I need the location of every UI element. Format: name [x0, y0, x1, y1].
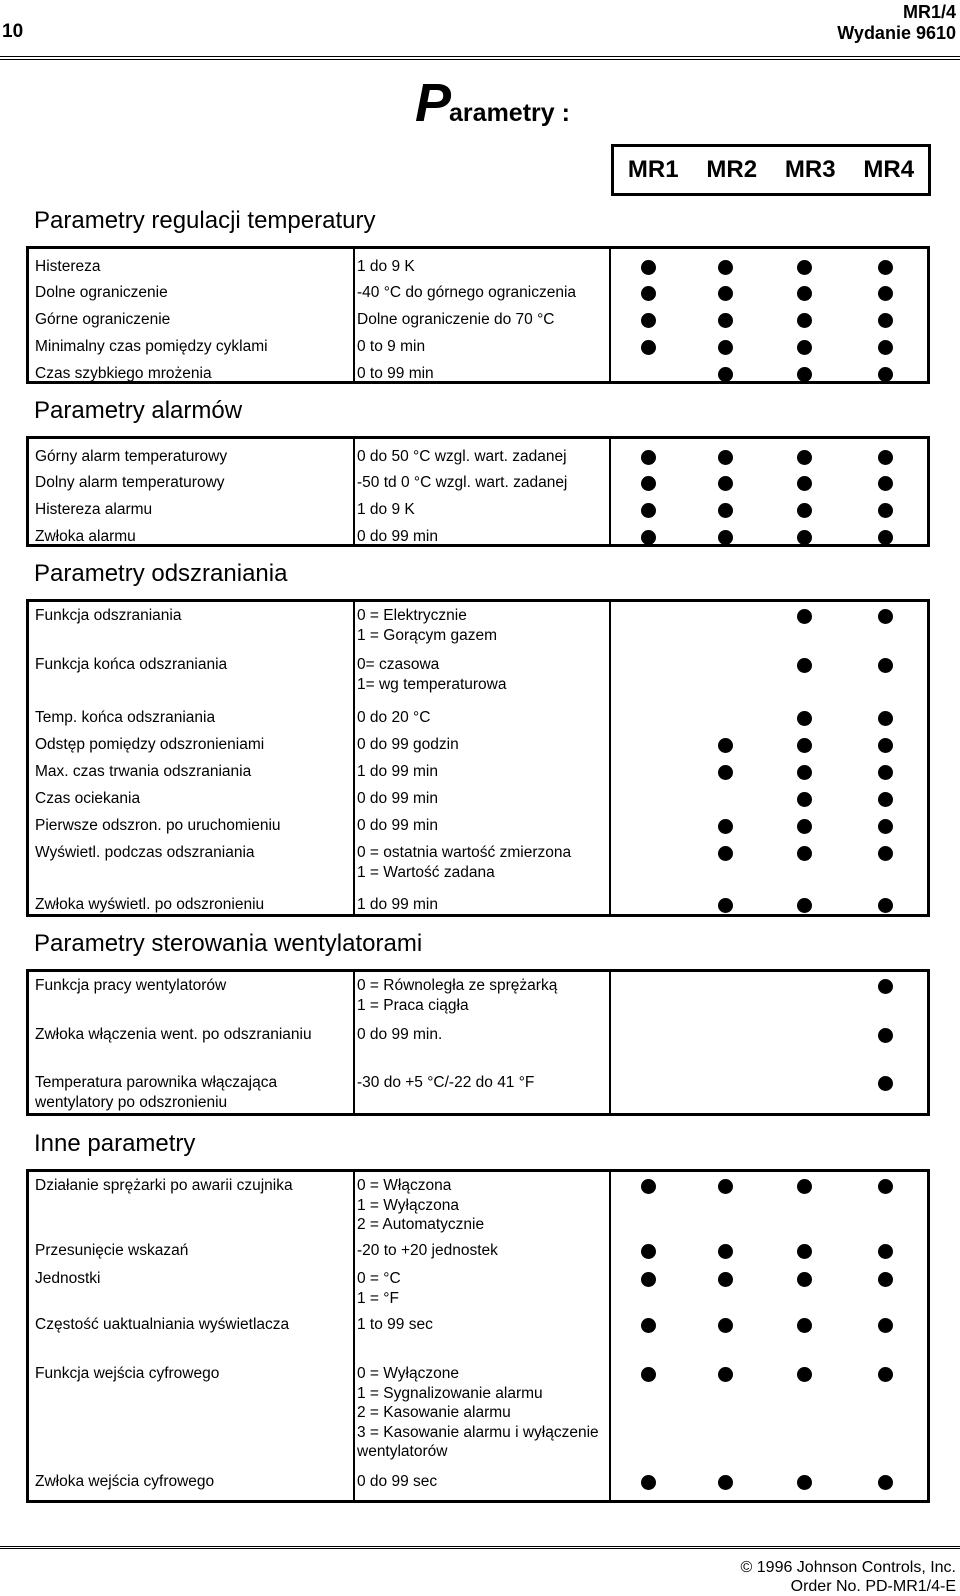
parameter-name: Częstość uaktualniania wyświetlacza — [35, 1316, 290, 1333]
availability-dot-mr4 — [878, 738, 893, 753]
section-title: Inne parametry — [34, 1130, 196, 1157]
availability-dot-mr3 — [797, 1272, 812, 1287]
parameter-range: -30 do +5 °C/-22 do 41 °F — [357, 1074, 535, 1091]
parameter-name: Zwłoka alarmu — [35, 528, 136, 545]
parameter-name: Wyświetl. podczas odszraniania — [35, 844, 255, 861]
parameter-name: Funkcja odszraniania — [35, 607, 182, 624]
availability-dot-mr1 — [641, 1367, 656, 1382]
parameter-range: 1 do 9 K — [357, 258, 415, 275]
availability-dot-mr3 — [797, 530, 812, 545]
availability-dot-mr2 — [718, 765, 733, 780]
availability-dot-mr4 — [878, 792, 893, 807]
availability-dot-mr3 — [797, 313, 812, 328]
availability-dot-mr4 — [878, 711, 893, 726]
table-row — [29, 789, 927, 808]
availability-dot-mr4 — [878, 658, 893, 673]
availability-dot-mr4 — [878, 1367, 893, 1382]
table-row — [29, 1073, 927, 1115]
availability-dot-mr2 — [718, 738, 733, 753]
parameter-table — [26, 599, 930, 917]
availability-dot-mr3 — [797, 792, 812, 807]
availability-dot-mr2 — [718, 1179, 733, 1194]
availability-dot-mr3 — [797, 503, 812, 518]
availability-dot-mr2 — [718, 1272, 733, 1287]
parameter-range: 0 do 99 min — [357, 817, 438, 834]
availability-dot-mr3 — [797, 1244, 812, 1259]
parameter-name: Histereza alarmu — [35, 501, 153, 518]
availability-dot-mr1 — [641, 313, 656, 328]
parameter-name: Minimalny czas pomiędzy cyklami — [35, 338, 268, 355]
model-label: MR2 — [706, 156, 758, 183]
availability-dot-mr1 — [641, 1244, 656, 1259]
header-rule — [0, 56, 960, 60]
parameter-range: -20 to +20 jednostek — [357, 1242, 498, 1259]
parameter-range: 0 do 99 godzin — [357, 736, 459, 753]
footer-rule — [0, 1546, 960, 1549]
model-header — [611, 144, 931, 196]
parameter-range: 0= czasowa 1= wg temperaturowa — [357, 656, 507, 693]
table-row — [29, 527, 927, 546]
parameter-range: 0 = ostatnia wartość zmierzona 1 = Wartość zadana — [357, 844, 572, 881]
availability-dot-mr4 — [878, 476, 893, 491]
parameter-range: 0 to 9 min — [357, 338, 426, 355]
parameter-range: 0 do 99 sec — [357, 1473, 438, 1490]
edition: Wydanie 9610 — [837, 23, 956, 43]
table-row — [29, 337, 927, 356]
parameter-range: Dolne ograniczenie do 70 °C — [357, 311, 555, 328]
parameter-table — [26, 969, 930, 1116]
table-row — [29, 976, 927, 1018]
parameter-range: 0 do 50 °C wzgl. wart. zadanej — [357, 448, 567, 465]
table-row — [29, 655, 927, 697]
table-row — [29, 606, 927, 648]
table-row — [29, 1176, 927, 1238]
availability-dot-mr2 — [718, 819, 733, 834]
parameter-name: Funkcja pracy wentylatorów — [35, 977, 227, 994]
availability-dot-mr2 — [718, 530, 733, 545]
parameter-table — [26, 1169, 930, 1503]
availability-dot-mr4 — [878, 450, 893, 465]
parameter-range: 0 = Wyłączone 1 = Sygnalizowanie alarmu 2 = Kasowanie alarmu 3 = Kasowanie alarmu i wyłączenie wentylatorów — [357, 1365, 599, 1460]
availability-dot-mr3 — [797, 765, 812, 780]
model-label: MR4 — [863, 156, 915, 183]
availability-dot-mr2 — [718, 340, 733, 355]
availability-dot-mr2 — [718, 1318, 733, 1333]
title-initial: P — [415, 73, 450, 133]
parameter-range: 0 do 99 min — [357, 528, 438, 545]
availability-dot-mr1 — [641, 1179, 656, 1194]
table-row — [29, 843, 927, 885]
parameter-name: Działanie sprężarki po awarii czujnika — [35, 1177, 293, 1194]
availability-dot-mr4 — [878, 898, 893, 913]
parameter-name: Funkcja wejścia cyfrowego — [35, 1365, 220, 1382]
parameter-name: Górny alarm temperaturowy — [35, 448, 228, 465]
parameter-name: Dolny alarm temperaturowy — [35, 474, 225, 491]
availability-dot-mr3 — [797, 340, 812, 355]
parameter-range: 0 = Równoległa ze sprężarką 1 = Praca ciągła — [357, 977, 558, 1014]
availability-dot-mr2 — [718, 1367, 733, 1382]
table-row — [29, 1472, 927, 1491]
parameter-range: 0 do 99 min. — [357, 1026, 443, 1043]
section-title: Parametry alarmów — [34, 397, 243, 424]
availability-dot-mr3 — [797, 846, 812, 861]
availability-dot-mr1 — [641, 1318, 656, 1333]
availability-dot-mr4 — [878, 340, 893, 355]
availability-dot-mr4 — [878, 1028, 893, 1043]
table-row — [29, 735, 927, 754]
table-row — [29, 447, 927, 466]
availability-dot-mr4 — [878, 313, 893, 328]
parameter-name: Czas szybkiego mrożenia — [35, 365, 212, 382]
table-row — [29, 1241, 927, 1260]
availability-dot-mr3 — [797, 738, 812, 753]
availability-dot-mr2 — [718, 313, 733, 328]
availability-dot-mr1 — [641, 260, 656, 275]
availability-dot-mr1 — [641, 340, 656, 355]
availability-dot-mr2 — [718, 898, 733, 913]
availability-dot-mr4 — [878, 1272, 893, 1287]
table-row — [29, 257, 927, 276]
parameter-name: Pierwsze odszron. po uruchomieniu — [35, 817, 281, 834]
availability-dot-mr3 — [797, 476, 812, 491]
availability-dot-mr4 — [878, 286, 893, 301]
availability-dot-mr2 — [718, 846, 733, 861]
copyright: © 1996 Johnson Controls, Inc. — [740, 1559, 956, 1576]
parameter-range: 1 do 99 min — [357, 763, 438, 780]
page-title — [415, 72, 570, 134]
parameter-table — [26, 246, 930, 384]
parameter-name: Górne ograniczenie — [35, 311, 171, 328]
availability-dot-mr4 — [878, 765, 893, 780]
parameter-range: 1 do 9 K — [357, 501, 415, 518]
parameter-name: Zwłoka włączenia went. po odszranianiu — [35, 1026, 312, 1043]
section-title: Parametry odszraniania — [34, 560, 288, 587]
model-label: MR1 — [627, 156, 679, 183]
table-row — [29, 473, 927, 492]
availability-dot-mr3 — [797, 711, 812, 726]
table-row — [29, 708, 927, 727]
availability-dot-mr2 — [718, 503, 733, 518]
table-row — [29, 310, 927, 329]
availability-dot-mr3 — [797, 1367, 812, 1382]
parameter-name: Max. czas trwania odszraniania — [35, 763, 252, 780]
availability-dot-mr3 — [797, 286, 812, 301]
table-row — [29, 500, 927, 519]
availability-dot-mr4 — [878, 979, 893, 994]
availability-dot-mr4 — [878, 530, 893, 545]
parameter-name: Temperatura parownika włączająca wentylatory po odszronieniu — [35, 1074, 278, 1111]
availability-dot-mr3 — [797, 609, 812, 624]
parameter-range: 1 to 99 sec — [357, 1316, 433, 1333]
availability-dot-mr4 — [878, 503, 893, 518]
availability-dot-mr3 — [797, 1318, 812, 1333]
availability-dot-mr1 — [641, 286, 656, 301]
doc-code: MR1/4 — [902, 2, 956, 22]
availability-dot-mr2 — [718, 260, 733, 275]
availability-dot-mr4 — [878, 1076, 893, 1091]
table-row — [29, 895, 927, 914]
table-row — [29, 283, 927, 302]
parameter-name: Dolne ograniczenie — [35, 284, 168, 301]
availability-dot-mr3 — [797, 819, 812, 834]
availability-dot-mr2 — [718, 476, 733, 491]
table-row — [29, 1315, 927, 1334]
parameter-range: -50 td 0 °C wzgl. wart. zadanej — [357, 474, 568, 491]
availability-dot-mr1 — [641, 530, 656, 545]
parameter-name: Temp. końca odszraniania — [35, 709, 216, 726]
availability-dot-mr4 — [878, 846, 893, 861]
availability-dot-mr1 — [641, 476, 656, 491]
parameter-range: -40 °C do górnego ograniczenia — [357, 284, 577, 301]
parameter-name: Czas ociekania — [35, 790, 141, 807]
model-label: MR3 — [784, 156, 836, 183]
availability-dot-mr3 — [797, 1475, 812, 1490]
availability-dot-mr4 — [878, 1179, 893, 1194]
section-title: Parametry regulacji temperatury — [34, 207, 376, 234]
availability-dot-mr3 — [797, 1179, 812, 1194]
table-row — [29, 1025, 927, 1067]
table-row — [29, 762, 927, 781]
parameter-name: Histereza — [35, 258, 101, 275]
parameter-range: 0 do 20 °C — [357, 709, 431, 726]
document-header — [837, 2, 956, 44]
parameter-name: Odstęp pomiędzy odszronieniami — [35, 736, 265, 753]
table-row — [29, 1364, 927, 1459]
availability-dot-mr1 — [641, 450, 656, 465]
page-footer — [741, 1558, 956, 1596]
availability-dot-mr2 — [718, 286, 733, 301]
availability-dot-mr4 — [878, 1475, 893, 1490]
availability-dot-mr3 — [797, 658, 812, 673]
parameter-range: 0 = Włączona 1 = Wyłączona 2 = Automatycznie — [357, 1177, 485, 1233]
parameter-name: Zwłoka wyświetl. po odszronieniu — [35, 896, 265, 913]
table-row — [29, 816, 927, 835]
table-row — [29, 364, 927, 383]
order-number: Order No. PD-MR1/4-E — [790, 1578, 956, 1595]
availability-dot-mr2 — [718, 367, 733, 382]
parameter-range: 0 = °C 1 = °F — [357, 1270, 401, 1307]
availability-dot-mr2 — [718, 450, 733, 465]
availability-dot-mr1 — [641, 1475, 656, 1490]
parameter-range: 0 to 99 min — [357, 365, 434, 382]
section-title: Parametry sterowania wentylatorami — [34, 930, 423, 957]
parameter-range: 0 do 99 min — [357, 790, 438, 807]
availability-dot-mr4 — [878, 367, 893, 382]
availability-dot-mr1 — [641, 503, 656, 518]
availability-dot-mr3 — [797, 260, 812, 275]
availability-dot-mr1 — [641, 1272, 656, 1287]
availability-dot-mr2 — [718, 1475, 733, 1490]
availability-dot-mr4 — [878, 1244, 893, 1259]
availability-dot-mr4 — [878, 260, 893, 275]
page-number: 10 — [2, 21, 24, 42]
parameter-name: Przesunięcie wskazań — [35, 1242, 189, 1259]
availability-dot-mr4 — [878, 1318, 893, 1333]
availability-dot-mr3 — [797, 450, 812, 465]
parameter-range: 0 = Elektrycznie 1 = Gorącym gazem — [357, 607, 497, 644]
availability-dot-mr2 — [718, 1244, 733, 1259]
availability-dot-mr3 — [797, 898, 812, 913]
parameter-name: Funkcja końca odszraniania — [35, 656, 228, 673]
parameter-table — [26, 436, 930, 547]
parameter-range: 1 do 99 min — [357, 896, 438, 913]
availability-dot-mr3 — [797, 367, 812, 382]
title-rest: arametry : — [449, 99, 570, 127]
availability-dot-mr4 — [878, 609, 893, 624]
table-row — [29, 1269, 927, 1311]
parameter-name: Zwłoka wejścia cyfrowego — [35, 1473, 215, 1490]
availability-dot-mr4 — [878, 819, 893, 834]
parameter-name: Jednostki — [35, 1270, 101, 1287]
